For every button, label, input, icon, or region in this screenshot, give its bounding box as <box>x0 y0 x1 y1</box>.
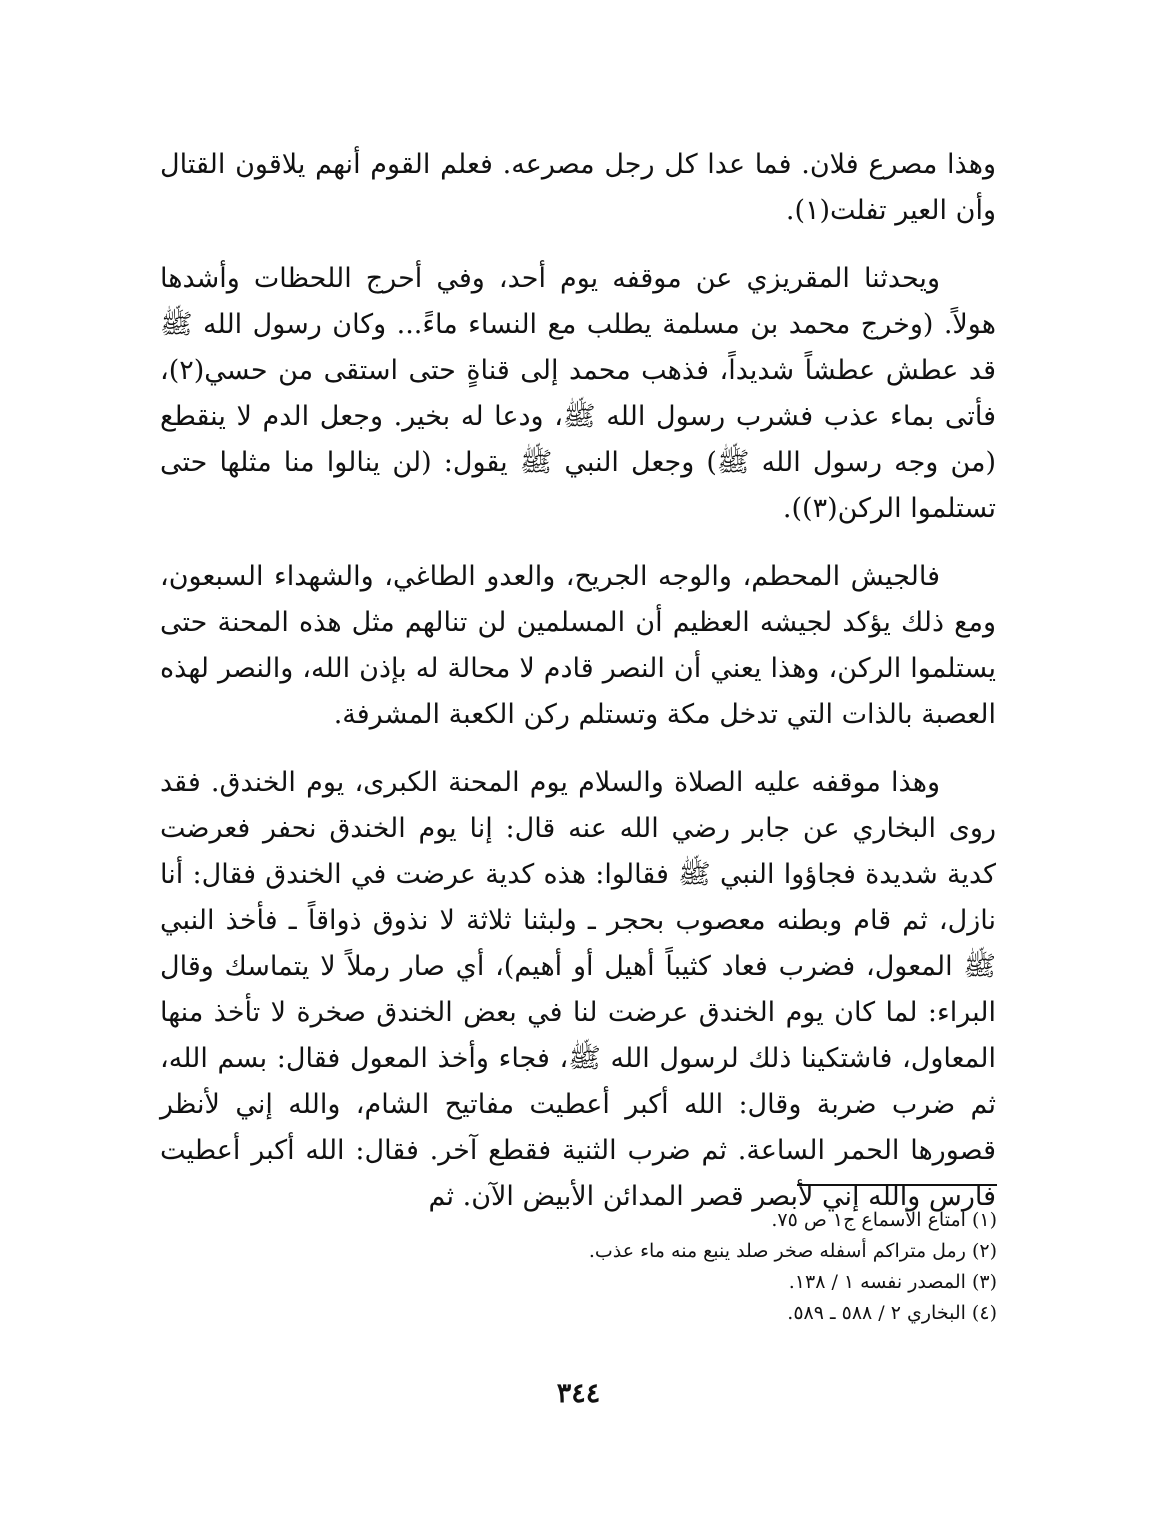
footnote-1: (١) امتاع الأسماع ج١ ص ٧٥. <box>771 1209 997 1231</box>
paragraph-3: فالجيش المحطم، والوجه الجريح، والعدو الطاغي، والشهداء السبعون، ومع ذلك يؤكد لجيشه العظيم أن المسلمين لن تنالهم مثل هذه المحنة حتى يستلموا الركن، وهذا يعني أن النصر قادم لا محالة له بإذن الله، والنصر لهذه العصبة بالذات التي تدخل مكة وتستلم ركن الكعبة المشرفة. <box>160 561 996 730</box>
paragraph-gap <box>160 234 996 256</box>
footnotes <box>161 1205 997 1329</box>
paragraph-4: وهذا موقفه عليه الصلاة والسلام يوم المحنة الكبرى، يوم الخندق. فقد روى البخاري عن جابر رضي الله عنه قال: إنا يوم الخندق نحفر فعرضت كدية شديدة فجاؤوا النبي ﷺ فقالوا: هذه كدية عرضت في الخندق فقال: أنا نازل، ثم قام وبطنه معصوب بحجر ـ ولبثنا ثلاثة لا نذوق ذواقاً ـ فأخذ النبي ﷺ المعول، فضرب فعاد كثيباً أهيل أو أهيم)، أي صار رملاً لا يتماسك وقال البراء: لما كان يوم الخندق عرضت لنا في بعض الخندق صخرة لا تأخذ منها المعاول، فاشتكينا ذلك لرسول الله ﷺ، فجاء وأخذ المعول فقال: بسم الله، ثم ضرب ضربة وقال: الله أكبر أعطيت مفاتيح الشام، والله إني لأنظر قصورها الحمر الساعة. ثم ضرب الثنية فقطع آخر. فقال: الله أكبر أعطيت فارس والله إني لأبصر قصر المدائن الأبيض الآن. ثم <box>160 767 996 1212</box>
footnote-divider <box>797 1184 997 1186</box>
paragraph-1: وهذا مصرع فلان. فما عدا كل رجل مصرعه. فعلم القوم أنهم يلاقون القتال وأن العير تفلت(١). <box>160 149 996 226</box>
page-number: ٣٤٤ <box>556 1378 601 1409</box>
footnote-3: (٣) المصدر نفسه ١ / ١٣٨. <box>788 1271 997 1293</box>
main-text <box>160 142 996 1220</box>
footnote-4: (٤) البخاري ٢ / ٥٨٨ ـ ٥٨٩. <box>787 1302 997 1324</box>
paragraph-gap <box>160 738 996 760</box>
paragraph-2: ويحدثنا المقريزي عن موقفه يوم أحد، وفي أحرج اللحظات وأشدها هولاً. (وخرج محمد بن مسلمة يطلب مع النساء ماءً... وكان رسول الله ﷺ قد عطش عطشاً شديداً، فذهب محمد إلى قناةٍ حتى استقى من حسي(٢)، فأتى بماء عذب فشرب رسول الله ﷺ، ودعا له بخير. وجعل الدم لا ينقطع (من وجه رسول الله ﷺ) وجعل النبي ﷺ يقول: (لن ينالوا منا مثلها حتى تستلموا الركن(٣)). <box>160 263 996 524</box>
footnote-2: (٢) رمل متراكم أسفله صخر صلد ينبع منه ماء عذب. <box>588 1240 997 1262</box>
paragraph-gap <box>160 532 996 554</box>
